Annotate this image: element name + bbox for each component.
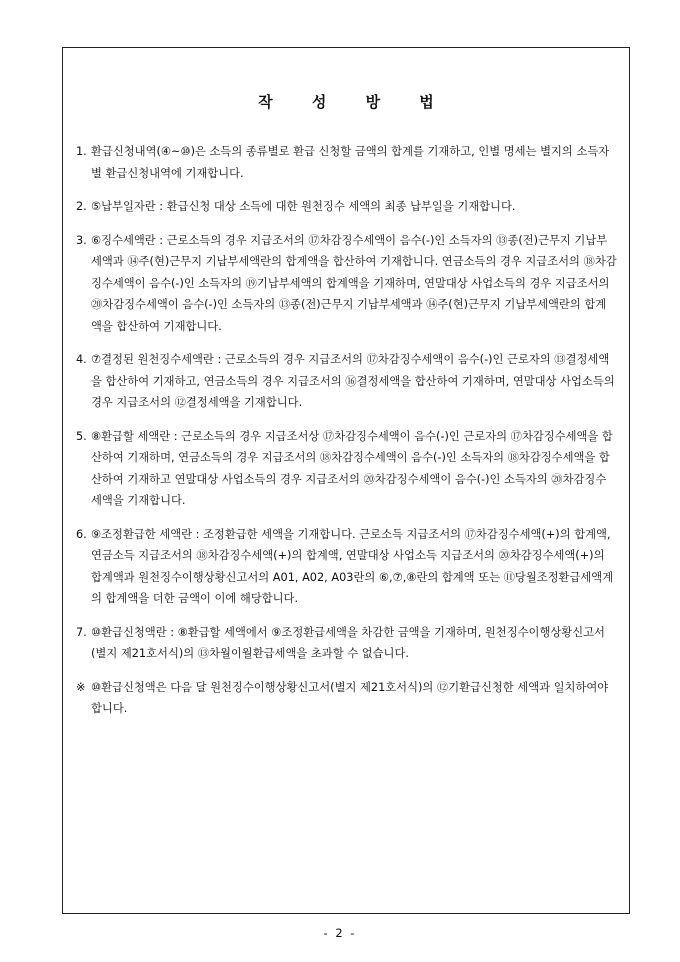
item-text: ⑧환급할 세액란 : 근로소득의 경우 지급조서상 ⑰차감징수세액이 음수(-)인 근로자의 ⑰차감징수세액을 합산하여 기재하며, 연금소득의 경우 지급조서의 ⑱차감징수세액이 음수(-)인 소득자의 ⑱차감징수세액을 합산하여 기재하고 연말대상 사업소득의 경우 지급조서의 ⑳차감징수세액이 음수(-)인 소득자의 ⑳차감징수세액을 기재합니다.	[91, 429, 613, 507]
item-text: ⑦결정된 원천징수세액란 : 근로소득의 경우 지급조서의 ⑰차감징수세액이 음수(-)인 근로자의 ⑬결정세액을 합산하여 기재하고, 연금소득의 경우 지급조서의 ⑯결정세액을 합산하여 기재하며, 연말대상 사업소득의 경우 지급조서의 ⑫결정세액을 기재합니다.	[91, 353, 615, 409]
instruction-item-2	[76, 196, 617, 218]
instruction-item-3	[76, 230, 617, 338]
note-item	[76, 677, 617, 720]
item-number: 3.	[76, 233, 87, 247]
note-text: ⑩환급신청액은 다음 달 원천징수이행상황신고서(별지 제21호서식)의 ⑫기환급신청한 세액과 일치하여야 합니다.	[91, 680, 609, 715]
item-number: 7.	[76, 625, 87, 639]
document-frame	[62, 47, 630, 914]
page-title: 작 성 방 법	[258, 93, 451, 111]
instruction-item-7	[76, 622, 617, 665]
page-number: - 2 -	[323, 926, 357, 940]
item-number: 2.	[76, 200, 87, 213]
item-text: ⑥징수세액란 : 근로소득의 경우 지급조서의 ⑰차감징수세액이 음수(-)인 소득자의 ⑬종(전)근무지 기납부세액과 ⑭주(현)근무지 기납부세액란의 합계액을 합산하여 기재합니다. 연금소득의 경우 지급조서의 ⑱차감징수세액이 음수(-)인 소득자의 ⑲기납부세액의 합계액을 기재하며, 연말대상 사업소득의 경우 지급조서의 ⑳차감징수세액이 음수(-)인 소득자의 ⑬종(전)근무지 기납부세액과 ⑭주(현)근무지 기납부세액란의 합계액을 합산하여 기재합니다.	[91, 233, 617, 333]
instruction-item-5	[76, 426, 617, 512]
instruction-item-1	[76, 141, 617, 184]
item-text: ⑨조정환급한 세액란 : 조정환급한 세액을 기재합니다. 근로소득 지급조서의 ⑰차감징수세액(+)의 합계액, 연금소득 지급조서의 ⑱차감징수세액(+)의 합계액, 연말대상 사업소득 지급조서의 ⑳차감징수세액(+)의 합계액과 원천징수이행상황신고서의 A01, A02, A03란의 ⑥,⑦,⑧란의 합계액 또는 ⑪당월조정환급세액계의 합계액을 더한 금액이 이에 해당합니다.	[91, 527, 614, 605]
item-number: 6.	[76, 527, 87, 541]
item-number: 5.	[76, 429, 87, 443]
instructions-list	[76, 141, 617, 732]
instruction-item-4	[76, 349, 617, 414]
item-number: 1.	[76, 145, 87, 158]
instruction-item-6	[76, 524, 617, 610]
item-number: 4.	[76, 353, 87, 366]
item-text: 환급신청내역(④~⑩)은 소득의 종류별로 환급 신청할 금액의 합계를 기재하고, 인별 명세는 별지의 소득자별 환급신청내역에 기재합니다.	[91, 145, 610, 180]
note-symbol: ※	[76, 680, 86, 694]
item-text: ⑩환급신청액란 : ⑧환급할 세액에서 ⑨조정환급세액을 차감한 금액을 기재하며, 원천징수이행상황신고서(별지 제21호서식)의 ⑬차월이월환급세액을 초과할 수 없습니다.	[91, 625, 605, 660]
item-text: ⑤납부일자란 : 환급신청 대상 소득에 대한 원천징수 세액의 최종 납부일을 기재합니다.	[91, 200, 516, 213]
